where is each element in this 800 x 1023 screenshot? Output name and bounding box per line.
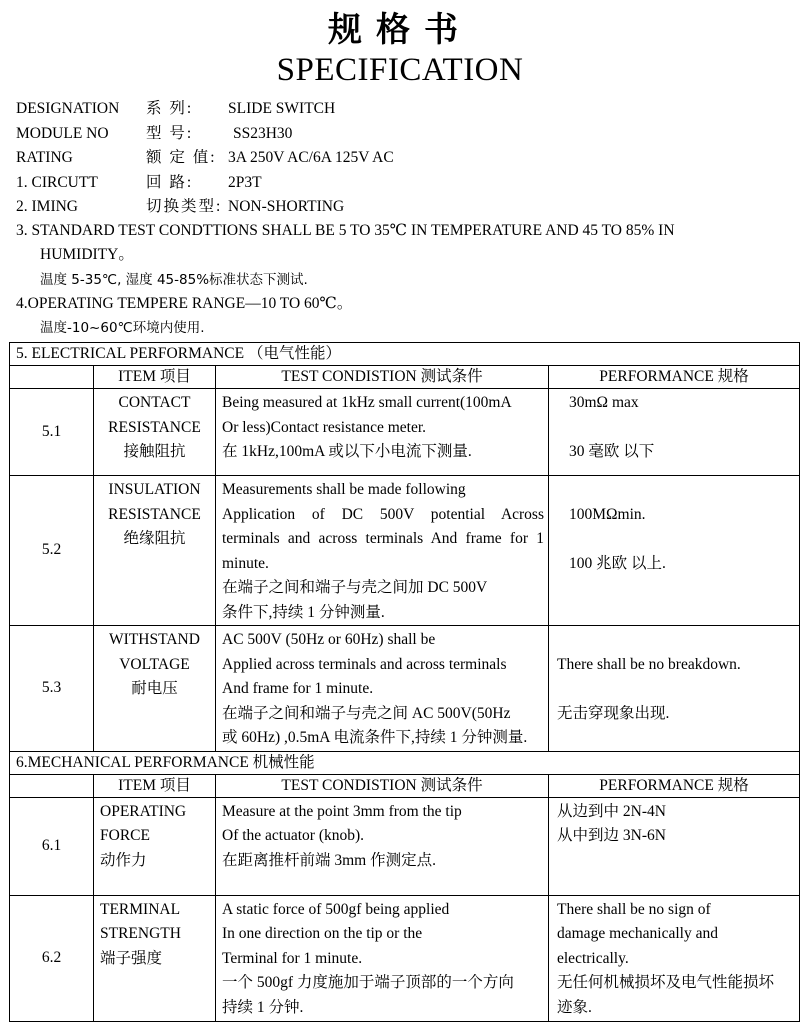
info-rating: [16, 148, 394, 168]
info-label: RATING: [16, 149, 73, 166]
note-4: 4.OPERATING TEMPERE RANGE—10 TO 60℃。: [16, 295, 353, 312]
cond-line: 在端子之间和端子与壳之间 AC 500V(50Hz: [222, 704, 511, 722]
cond-line: In one direction on the tip or the: [222, 925, 423, 942]
header-item: ITEM 项目: [94, 366, 216, 389]
info-label: DESIGNATION: [16, 100, 120, 117]
cond-line: 在距离推杆前端 3mm 作测定点.: [222, 851, 436, 869]
perf-line: [569, 478, 799, 503]
perf-line: 100MΩmin.: [569, 505, 646, 523]
perf-line: 无击穿现象出现.: [557, 704, 670, 722]
row-condition: [216, 797, 549, 895]
table-row: [10, 895, 800, 1021]
note-3-cn: 温度 5-35℃, 湿度 45-85%标准状态下测试.: [40, 272, 308, 288]
info-label-cn: 型 号:: [146, 125, 194, 142]
page-title-cn: 规格书: [328, 10, 472, 50]
cond-line: 或 60Hz) ,0.5mA 电流条件下,持续 1 分钟测量.: [222, 729, 528, 746]
item-line: TERMINAL: [100, 900, 181, 918]
info-label-cn: 切换类型:: [146, 198, 223, 215]
item-line: 端子强度: [100, 949, 163, 967]
row-item: [94, 895, 216, 1021]
cond-line: AC 500V (50Hz or 60Hz) shall be: [222, 631, 436, 648]
header-blank: [10, 774, 94, 797]
cond-line: Of the actuator (knob).: [222, 827, 365, 844]
row-item: [94, 797, 216, 895]
perf-line: [557, 677, 799, 702]
info-label: MODULE NO: [16, 125, 109, 142]
perf-line: 从边到中 2N-4N: [557, 802, 666, 820]
table-row: [10, 389, 800, 476]
cond-line: Terminal for 1 minute.: [222, 949, 363, 967]
item-line: OPERATING: [100, 802, 187, 820]
row-performance: [549, 476, 800, 626]
item-line: 接触阻抗: [123, 443, 186, 460]
item-line: CONTACT: [118, 394, 191, 411]
cond-line: 在端子之间和端子与壳之间加 DC 500V: [222, 579, 488, 596]
item-line: STRENGTH: [100, 925, 181, 942]
cond-line: 一个 500gf 力度施加于端子顶部的一个方向: [222, 974, 514, 991]
item-line: RESISTANCE: [108, 418, 201, 436]
row-performance: [549, 895, 800, 1021]
note-3: 3. STANDARD TEST CONDTTIONS SHALL BE 5 TO 35℃ IN TEMPERATURE AND 45 TO 85% IN: [16, 222, 675, 239]
cond-line: Application of DC 500V potential Across: [222, 505, 544, 523]
cond-line: And frame for 1 minute.: [222, 680, 374, 697]
cond-line: Measurements shall be made following: [222, 481, 466, 498]
header-performance: PERFORMANCE 规格: [549, 774, 800, 797]
item-line: 耐电压: [131, 680, 178, 697]
row-number: 5.2: [10, 476, 94, 626]
info-designation: [16, 99, 335, 119]
cond-line: Applied across terminals and across terminals: [222, 655, 507, 673]
info-label: 1. CIRCUTT: [16, 174, 98, 191]
cond-line: A static force of 500gf being applied: [222, 900, 450, 918]
note-3-cont: HUMIDITY。: [40, 246, 134, 263]
cond-line: 持续 1 分钟.: [222, 998, 304, 1016]
row-condition: [216, 389, 549, 476]
info-label-cn: 额 定 值:: [146, 149, 217, 166]
item-line: WITHSTAND: [109, 631, 200, 648]
row-number: 6.2: [10, 895, 94, 1021]
perf-line: 30 毫欧 以下: [569, 443, 655, 460]
cond-line: minute.: [222, 554, 269, 572]
row-number: 5.1: [10, 389, 94, 476]
item-line: 动作力: [100, 851, 147, 869]
perf-line: [557, 628, 799, 653]
item-line: RESISTANCE: [108, 505, 201, 523]
info-value: 3A 250V AC/6A 125V AC: [228, 149, 394, 166]
info-circuit: [16, 173, 262, 193]
info-value: SS23H30: [233, 125, 293, 142]
row-item: [94, 626, 216, 752]
row-item: [94, 476, 216, 626]
note-4-cn: 温度-10~60℃环境内使用.: [40, 320, 205, 336]
info-switching: [16, 197, 344, 217]
row-condition: [216, 895, 549, 1021]
row-performance: [549, 797, 800, 895]
info-label-cn: 系 列:: [146, 100, 194, 117]
row-item: [94, 389, 216, 476]
cond-line: Or less)Contact resistance meter.: [222, 418, 427, 436]
row-performance: [549, 626, 800, 752]
cond-line: 条件下,持续 1 分钟测量.: [222, 603, 385, 621]
header-item: ITEM 项目: [94, 774, 216, 797]
mechanical-section-title: 6.MECHANICAL PERFORMANCE 机械性能: [10, 751, 800, 774]
perf-line: 从中到边 3N-6N: [557, 827, 666, 844]
item-line: 绝缘阻抗: [123, 530, 186, 547]
cond-line: terminals and across terminals And frame for 1: [222, 530, 544, 547]
header-blank: [10, 366, 94, 389]
perf-line: [569, 416, 799, 441]
item-line: VOLTAGE: [119, 655, 190, 673]
perf-line: 100 兆欧 以上.: [569, 554, 666, 572]
table-row: [10, 626, 800, 752]
table-row: [10, 476, 800, 626]
perf-line: 迹象.: [557, 998, 592, 1016]
table-row: [10, 797, 800, 895]
cond-line: Being measured at 1kHz small current(100mA: [222, 394, 512, 411]
info-value: NON-SHORTING: [228, 198, 345, 215]
row-performance: [549, 389, 800, 476]
info-label: 2. IMING: [16, 198, 78, 215]
item-line: FORCE: [100, 827, 150, 844]
row-number: 6.1: [10, 797, 94, 895]
info-value: SLIDE SWITCH: [228, 100, 336, 117]
perf-line: damage mechanically and: [557, 925, 718, 942]
info-module-no: [16, 124, 292, 144]
info-value: 2P3T: [228, 174, 262, 191]
row-condition: [216, 476, 549, 626]
header-test-condition: TEST CONDISTION 测试条件: [216, 774, 549, 797]
item-line: INSULATION: [108, 481, 201, 498]
perf-line: electrically.: [557, 949, 629, 967]
perf-line: 30mΩ max: [569, 394, 639, 411]
header-test-condition: TEST CONDISTION 测试条件: [216, 366, 549, 389]
electrical-table: [9, 342, 800, 1022]
perf-line: [569, 527, 799, 552]
row-condition: [216, 626, 549, 752]
electrical-section-title: 5. ELECTRICAL PERFORMANCE （电气性能）: [10, 343, 800, 366]
page-title-en: SPECIFICATION: [276, 52, 524, 88]
perf-line: 无任何机械损坏及电气性能损坏: [557, 974, 775, 991]
perf-line: There shall be no sign of: [557, 900, 711, 918]
info-label-cn: 回 路:: [146, 174, 194, 191]
cond-line: 在 1kHz,100mA 或以下小电流下测量.: [222, 443, 472, 460]
row-number: 5.3: [10, 626, 94, 752]
perf-line: There shall be no breakdown.: [557, 655, 741, 673]
header-performance: PERFORMANCE 规格: [549, 366, 800, 389]
cond-line: Measure at the point 3mm from the tip: [222, 802, 462, 820]
